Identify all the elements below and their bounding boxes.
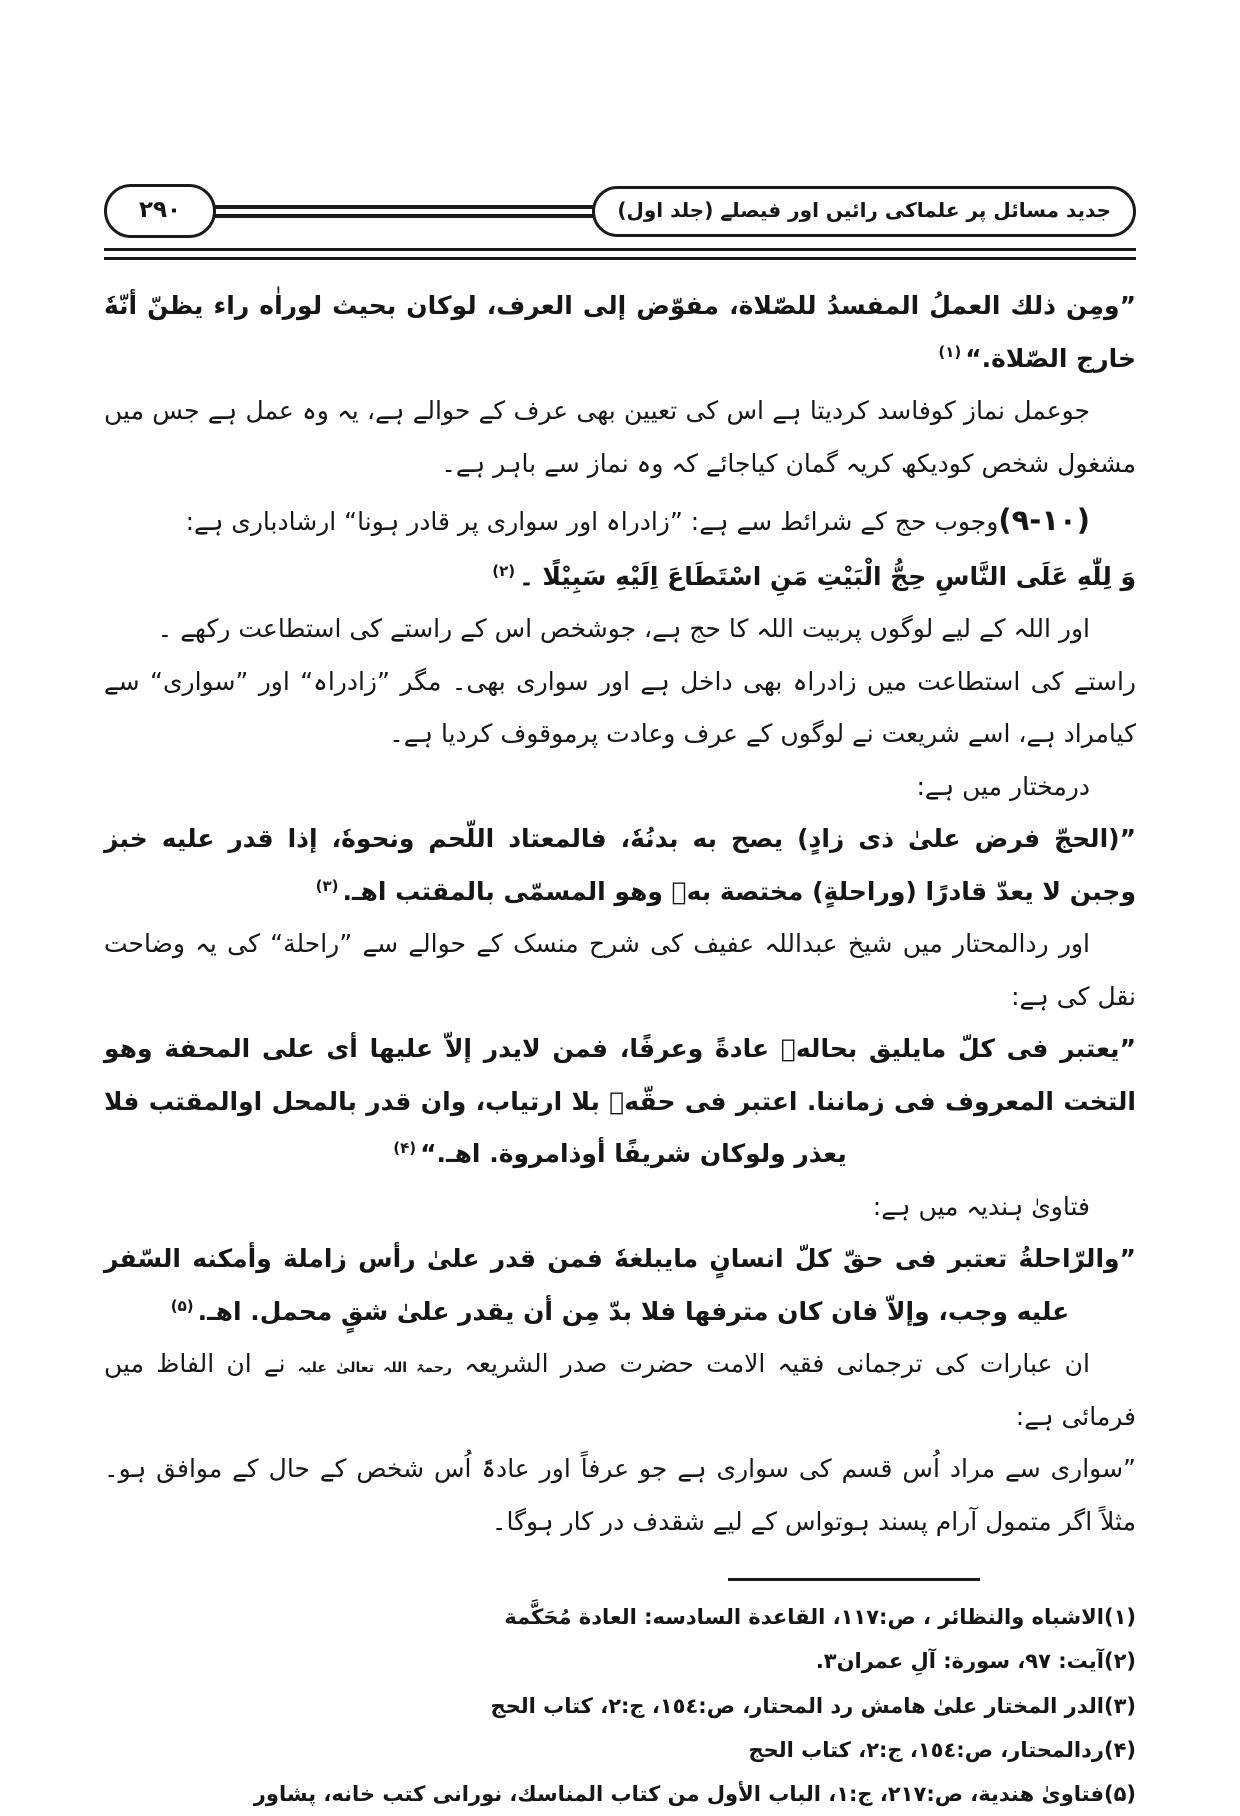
urdu-istitaat-text: راستے کی استطاعت میں زادراہ بھی داخل ہے اور سواری بھی۔ مگر ”زادراہ“ اور ”سواری“ سے کیامراد ہے، اسے شریعت نے لوگوں کے عرف وعادت پرموقوف کردیا ہے۔ xyxy=(104,666,1136,749)
urdu-explain-salah-text: جوعمل نماز کوفاسد کردیتا ہے اس کی تعیین بھی عرف کے حوالے ہے، یہ وہ عمل ہے جس میں مشغول شخص کودیکھ کریہ گمان کیاجائے کہ وہ نماز سے باہر ہے۔ xyxy=(104,396,1136,478)
footnote-4-text: ردالمحتار، ص:١٥٤، ج:٢، كتاب الحج xyxy=(748,1737,1104,1762)
section-number: (۹-۱۰) xyxy=(998,503,1090,537)
footnote-3-num: (٣) xyxy=(1103,1693,1136,1718)
page-number: ۲۹۰ xyxy=(138,197,182,223)
quran-verse xyxy=(104,551,1136,604)
urdu-explain-salah xyxy=(104,385,1136,490)
page-body xyxy=(104,280,1136,1548)
section-heading xyxy=(104,490,1136,551)
footnote-marker-3: (٣) xyxy=(315,876,339,895)
sawari-quote-text: ”سواری سے مراد اُس قسم کی سواری ہے جو عرفاً اور عادۃً اُس شخص کے حال کے موافق ہو۔ مثلاً اگر متمول آرام پسند ہوتواس کے لیے شقدف در کار ہوگا۔ xyxy=(104,1454,1136,1536)
footnote-marker-5: (۵) xyxy=(170,1296,194,1315)
book-title: جدید مسائل پر علماکی رائیں اور فیصلے (جلد اول) xyxy=(617,197,1111,222)
header-connector-line xyxy=(212,205,596,218)
arabic-quote-salah-text: ”ومِن ذلك العملُ المفسدُ للصّلاة، مفوّض إلى العرف، لوكان بحيث لوراٰه راء يظنّ أنّهٗ خارج الصّلاة.“ xyxy=(104,291,1136,373)
footnote-2 xyxy=(104,1639,1136,1683)
hindiyah-quote xyxy=(104,1233,1136,1338)
footnote-3-text: الدر المختار علىٰ هامش رد المحتار، ص:١٥٤، ج:٢، كتاب الحج xyxy=(490,1693,1104,1718)
radd-quote xyxy=(104,1023,1136,1181)
header-rule xyxy=(104,248,1136,260)
footnote-marker-2: (٢) xyxy=(492,561,516,580)
arabic-quote-salah xyxy=(104,280,1136,385)
footnote-2-text: آیت: ٩٧، سورة: آلِ عمران٣. xyxy=(815,1649,1104,1674)
footnote-1 xyxy=(104,1595,1136,1639)
durr-mukhtar-quote-text: ”(الحجّ فرض علىٰ ذى زادٍ) يصح به بدنُهٗ، فالمعتاد اللّحم ونحوهٗ، إذا قدر عليه خبز وجبن لا يعدّ قادرًا (وراحلةٍ) مختصة بهٖ وهو المسمّى بالمقتب اهـ. xyxy=(104,824,1136,906)
footnote-3 xyxy=(104,1684,1136,1728)
footnote-marker-4: (۴) xyxy=(393,1139,417,1158)
hindiyah-quote-text: ”والرّاحلةُ تعتبر فى حقّ كلّ انسانٍ مايبلغهٗ فمن قدر علىٰ رأس زاملة وأمكنه السّفر عليه وجب، وإلاّ فان كان مترفها فلا بدّ مِن أن يقدر علىٰ شقٍ محمل. اهـ. xyxy=(104,1244,1136,1326)
header-row xyxy=(104,184,1136,238)
radd-intro xyxy=(104,918,1136,1023)
footnote-5-text: فتاوىٰ هندية، ص:٢١٧، ج:١، الباب الأول من كتاب المناسك، نورانى كتب خانه، پشاور xyxy=(253,1781,1104,1806)
sadrush-shariah-intro xyxy=(104,1338,1136,1443)
durr-mukhtar-quote xyxy=(104,813,1136,918)
radd-intro-text: اور ردالمحتار میں شیخ عبداللہ عفیف کی شرح منسک کے حوالے سے ”راحلة“ کی یہ وضاحت نقل کی ہے: xyxy=(104,929,1136,1011)
footnote-marker-1: (١) xyxy=(938,343,962,362)
radd-quote-text: ”يعتبر فى كلّ مايليق بحالهٖ عادةً وعرفًا، فمن لايدر إلاّ عليها أى على المحفة وهو التخت المعروف فى زماننا. اعتبر فى حقّهٖ بلا ارتياب، وان قدر بالمحل اوالمقتب فلا يعذر ولوكان شريفًا أوذامروة. اهـ.“ xyxy=(104,1034,1136,1169)
quran-verse-text: وَ لِلّٰهِ عَلَى النَّاسِ حِجُّ الْبَيْتِ مَنِ اسْتَطَاعَ اِلَيْهِ سَبِيْلًا ۔ xyxy=(519,561,1136,591)
section-heading-text: وجوب حج کے شرائط سے ہے: ”زادراہ اور سواری پر قادر ہونا“ ارشادباری ہے: xyxy=(185,507,999,536)
footnotes-section xyxy=(104,1578,1136,1815)
footnote-4-num: (۴) xyxy=(1103,1737,1136,1762)
footnotes-list xyxy=(104,1595,1136,1815)
footnote-divider-line xyxy=(728,1578,980,1581)
verse-translation xyxy=(104,603,1136,656)
durr-mukhtar-intro xyxy=(104,761,1136,814)
page-header xyxy=(104,184,1136,260)
book-title-box xyxy=(592,186,1136,237)
footnote-4 xyxy=(104,1728,1136,1772)
footnote-1-text: الاشباه والنظائر ، ص:١١٧، القاعدة السادسه: العادة مُحَكَّمة xyxy=(504,1605,1104,1630)
sadrush-shariah-intro-after: نے ان الفاظ میں فرمائی ہے: xyxy=(104,1349,1136,1431)
footnote-2-num: (٢) xyxy=(1103,1649,1136,1674)
hindiyah-intro-text: فتاویٰ ہندیہ میں ہے: xyxy=(872,1191,1090,1221)
page-number-badge xyxy=(104,184,216,238)
verse-translation-text: اور اللہ کے لیے لوگوں پربیت اللہ کا حج ہے، جوشخص اس کے راستے کی استطاعت رکھے ۔ xyxy=(157,614,1090,644)
sawari-quote xyxy=(104,1443,1136,1548)
footnote-5 xyxy=(104,1772,1136,1816)
durr-mukhtar-intro-text: درمختار میں ہے: xyxy=(916,771,1090,801)
footnote-5-num: (۵) xyxy=(1103,1781,1136,1806)
honorific-text: رحمۃ اللہ تعالیٰ علیہ xyxy=(297,1360,452,1377)
hindiyah-intro xyxy=(104,1181,1136,1234)
sadrush-shariah-intro-before: ان عبارات کی ترجمانی فقیہ الامت حضرت صدر الشریعہ xyxy=(452,1349,1090,1379)
footnote-1-num: (١) xyxy=(1103,1605,1136,1630)
urdu-istitaat xyxy=(104,656,1136,761)
